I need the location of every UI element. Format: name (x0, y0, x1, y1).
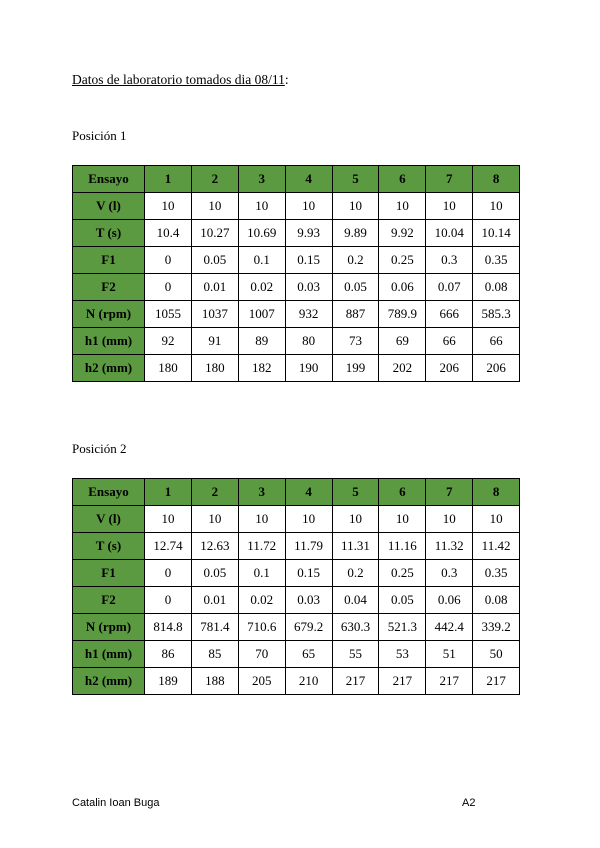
table-cell: 11.31 (332, 533, 379, 560)
header-cell-trial: 7 (426, 166, 473, 193)
document-title (72, 72, 289, 88)
header-cell-trial: 1 (145, 166, 192, 193)
table-cell: 86 (145, 641, 192, 668)
table-cell: 0.04 (332, 587, 379, 614)
table-cell: 70 (238, 641, 285, 668)
table-cell: 1037 (191, 301, 238, 328)
table-cell: 66 (473, 328, 520, 355)
table-cell: 10 (285, 506, 332, 533)
table-cell: 9.89 (332, 220, 379, 247)
table-cell: 199 (332, 355, 379, 382)
table-cell: 0.05 (379, 587, 426, 614)
table-cell: 0 (145, 274, 192, 301)
data-table-2 (72, 478, 520, 695)
table-row (73, 560, 520, 587)
table-cell: 205 (238, 668, 285, 695)
header-cell-trial: 6 (379, 479, 426, 506)
header-cell-trial: 5 (332, 166, 379, 193)
table-cell: 10 (145, 193, 192, 220)
row-label-cell: h2 (mm) (73, 355, 145, 382)
table-cell: 10.14 (473, 220, 520, 247)
table-cell: 0.25 (379, 560, 426, 587)
table-cell: 339.2 (473, 614, 520, 641)
table-cell: 10 (145, 506, 192, 533)
table-cell: 0.15 (285, 247, 332, 274)
table-cell: 217 (426, 668, 473, 695)
table-cell: 585.3 (473, 301, 520, 328)
table-cell: 50 (473, 641, 520, 668)
title-text: Datos de laboratorio tomados dia 08/11 (72, 72, 285, 87)
row-label-cell: h2 (mm) (73, 668, 145, 695)
table-cell: 0.08 (473, 587, 520, 614)
table-cell: 10 (332, 506, 379, 533)
table-cell: 9.92 (379, 220, 426, 247)
footer-page-number: A2 (462, 797, 476, 809)
table-cell: 190 (285, 355, 332, 382)
table-cell: 10.27 (191, 220, 238, 247)
table-cell: 189 (145, 668, 192, 695)
table-cell: 202 (379, 355, 426, 382)
table-cell: 887 (332, 301, 379, 328)
table-cell: 0 (145, 560, 192, 587)
table-cell: 0.07 (426, 274, 473, 301)
table-cell: 73 (332, 328, 379, 355)
table-cell: 10 (379, 193, 426, 220)
row-label-cell: V (l) (73, 506, 145, 533)
table-cell: 10 (285, 193, 332, 220)
header-cell-trial: 2 (191, 166, 238, 193)
table-cell: 12.63 (191, 533, 238, 560)
title-suffix: : (284, 72, 289, 87)
table-cell: 0.15 (285, 560, 332, 587)
table-cell: 10 (379, 506, 426, 533)
table-cell: 0.08 (473, 274, 520, 301)
row-label-cell: V (l) (73, 193, 145, 220)
table-cell: 0.01 (191, 587, 238, 614)
table-row (73, 587, 520, 614)
table-cell: 932 (285, 301, 332, 328)
table-cell: 51 (426, 641, 473, 668)
header-cell-trial: 3 (238, 166, 285, 193)
table-cell: 217 (473, 668, 520, 695)
header-cell-ensayo: Ensayo (73, 479, 145, 506)
table-cell: 0.05 (191, 247, 238, 274)
table-cell: 11.42 (473, 533, 520, 560)
table-cell: 206 (473, 355, 520, 382)
table-cell: 1007 (238, 301, 285, 328)
table-cell: 182 (238, 355, 285, 382)
header-cell-trial: 5 (332, 479, 379, 506)
row-label-cell: F2 (73, 587, 145, 614)
row-label-cell: F1 (73, 247, 145, 274)
table-cell: 814.8 (145, 614, 192, 641)
table-cell: 217 (332, 668, 379, 695)
table-cell: 188 (191, 668, 238, 695)
table-cell: 679.2 (285, 614, 332, 641)
table-cell: 91 (191, 328, 238, 355)
table-cell: 0.3 (426, 247, 473, 274)
table-row (73, 193, 520, 220)
table-cell: 10 (473, 506, 520, 533)
table-cell: 0.02 (238, 274, 285, 301)
section-label-1: Posición 1 (72, 128, 127, 143)
table-cell: 666 (426, 301, 473, 328)
table-cell: 80 (285, 328, 332, 355)
table-cell: 11.72 (238, 533, 285, 560)
footer-author: Catalin Ioan Buga (72, 797, 160, 809)
table-cell: 180 (145, 355, 192, 382)
table-cell: 0.2 (332, 560, 379, 587)
table-cell: 92 (145, 328, 192, 355)
table-cell: 217 (379, 668, 426, 695)
table-cell: 0.3 (426, 560, 473, 587)
table-row (73, 668, 520, 695)
table-cell: 0.05 (191, 560, 238, 587)
table-cell: 442.4 (426, 614, 473, 641)
table-cell: 65 (285, 641, 332, 668)
table-cell: 0.06 (379, 274, 426, 301)
row-label-cell: h1 (mm) (73, 328, 145, 355)
table-cell: 0.2 (332, 247, 379, 274)
table-cell: 0.01 (191, 274, 238, 301)
table-cell: 521.3 (379, 614, 426, 641)
header-cell-trial: 8 (473, 479, 520, 506)
header-cell-trial: 8 (473, 166, 520, 193)
table-row (73, 506, 520, 533)
row-label-cell: h1 (mm) (73, 641, 145, 668)
table-cell: 789.9 (379, 301, 426, 328)
row-label-cell: T (s) (73, 533, 145, 560)
table-row (73, 301, 520, 328)
table-cell: 10 (473, 193, 520, 220)
row-label-cell: F1 (73, 560, 145, 587)
header-cell-trial: 6 (379, 166, 426, 193)
table-cell: 180 (191, 355, 238, 382)
table-cell: 10 (191, 506, 238, 533)
table-cell: 0.05 (332, 274, 379, 301)
table-cell: 0.06 (426, 587, 473, 614)
table-row (73, 274, 520, 301)
table-header-row (73, 479, 520, 506)
table-cell: 10 (191, 193, 238, 220)
table-row (73, 220, 520, 247)
table-cell: 10.04 (426, 220, 473, 247)
table-cell: 0 (145, 247, 192, 274)
table-cell: 10 (238, 193, 285, 220)
table-cell: 1055 (145, 301, 192, 328)
table-cell: 710.6 (238, 614, 285, 641)
table-header-row (73, 166, 520, 193)
table-cell: 12.74 (145, 533, 192, 560)
table-cell: 69 (379, 328, 426, 355)
table-cell: 0.02 (238, 587, 285, 614)
header-cell-trial: 1 (145, 479, 192, 506)
table-cell: 10.69 (238, 220, 285, 247)
table-cell: 0.03 (285, 274, 332, 301)
header-cell-trial: 2 (191, 479, 238, 506)
table-cell: 66 (426, 328, 473, 355)
table-row (73, 533, 520, 560)
header-cell-trial: 4 (285, 479, 332, 506)
table-row (73, 247, 520, 274)
table-cell: 10 (332, 193, 379, 220)
table-cell: 11.79 (285, 533, 332, 560)
table-cell: 10 (238, 506, 285, 533)
row-label-cell: N (rpm) (73, 301, 145, 328)
table-cell: 89 (238, 328, 285, 355)
table-row (73, 641, 520, 668)
table-row (73, 614, 520, 641)
table-cell: 0.1 (238, 560, 285, 587)
table-row (73, 328, 520, 355)
row-label-cell: T (s) (73, 220, 145, 247)
table-cell: 0.1 (238, 247, 285, 274)
table-cell: 0 (145, 587, 192, 614)
table-cell: 10.4 (145, 220, 192, 247)
header-cell-trial: 4 (285, 166, 332, 193)
table-cell: 11.16 (379, 533, 426, 560)
section-label-2: Posición 2 (72, 441, 127, 456)
table-cell: 0.25 (379, 247, 426, 274)
table-cell: 206 (426, 355, 473, 382)
table-cell: 10 (426, 193, 473, 220)
table-cell: 0.03 (285, 587, 332, 614)
table-cell: 55 (332, 641, 379, 668)
table-cell: 10 (426, 506, 473, 533)
header-cell-trial: 3 (238, 479, 285, 506)
table-cell: 9.93 (285, 220, 332, 247)
table-cell: 11.32 (426, 533, 473, 560)
table-row (73, 355, 520, 382)
header-cell-trial: 7 (426, 479, 473, 506)
data-table-1 (72, 165, 520, 382)
table-cell: 210 (285, 668, 332, 695)
table-cell: 53 (379, 641, 426, 668)
table-cell: 0.35 (473, 247, 520, 274)
row-label-cell: N (rpm) (73, 614, 145, 641)
row-label-cell: F2 (73, 274, 145, 301)
header-cell-ensayo: Ensayo (73, 166, 145, 193)
table-cell: 781.4 (191, 614, 238, 641)
table-cell: 0.35 (473, 560, 520, 587)
table-cell: 630.3 (332, 614, 379, 641)
table-cell: 85 (191, 641, 238, 668)
